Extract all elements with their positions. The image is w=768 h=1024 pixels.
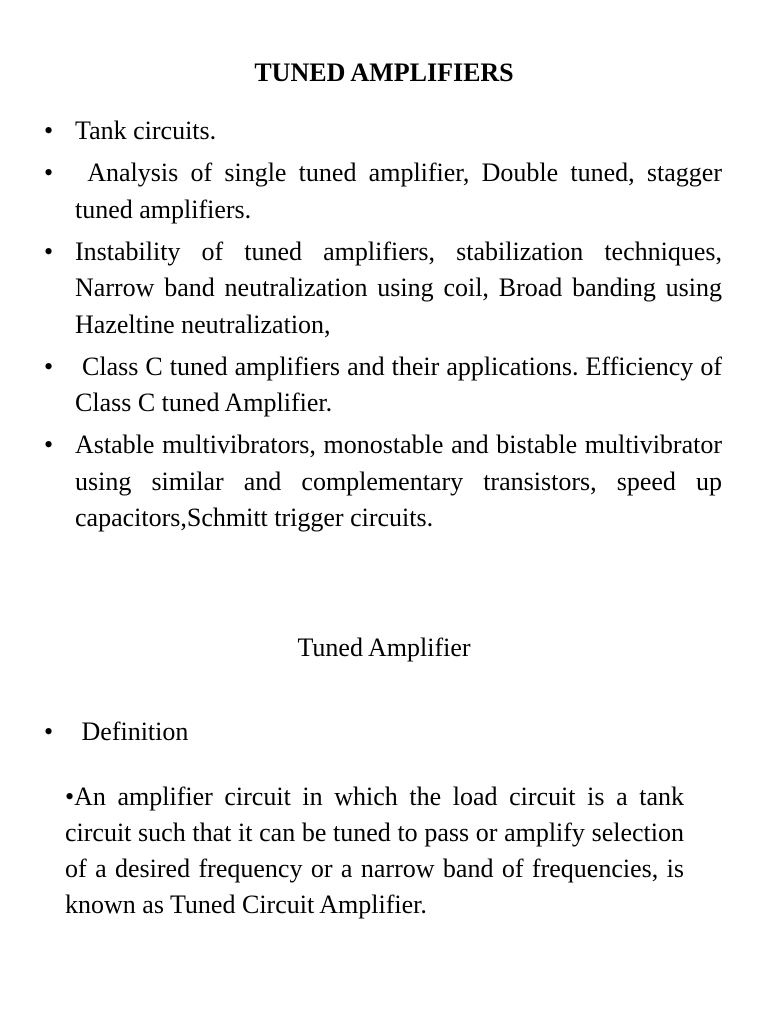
- topic-item: [44, 234, 722, 344]
- bullet-icon: •: [44, 430, 54, 459]
- topic-list: [44, 113, 729, 542]
- definition-label: Definition: [75, 717, 189, 746]
- bullet-icon: •: [44, 116, 54, 145]
- topic-text: Tank circuits.: [75, 116, 217, 145]
- section-title: Tuned Amplifier: [297, 633, 471, 662]
- bullet-icon: •: [44, 158, 54, 187]
- topic-item: [44, 349, 729, 422]
- bullet-icon: •: [44, 236, 54, 266]
- topic-text: Instability of tuned amplifiers, stabilization techniques, Narrow band neutralization using coil, Broad banding using Hazeltine neutralization,: [75, 236, 722, 339]
- definition-heading: [44, 714, 188, 750]
- topic-text: Astable multivibrators, monostable and bistable multivibrator using similar and complementary transistors, speed up capacitors,Schmitt trigger circuits.: [75, 430, 722, 532]
- topic-text: Analysis of single tuned amplifier, Double tuned, stagger tuned amplifiers.: [75, 158, 729, 224]
- bullet-icon: •: [44, 351, 54, 381]
- definition-text: •An amplifier circuit in which the load circuit is a tank circuit such that it can be tuned to pass or amplify selection of a desired frequency or a narrow band of frequencies, is known as Tuned Circuit Amplifier.: [65, 782, 684, 919]
- topic-item: [44, 155, 729, 228]
- page-title: TUNED AMPLIFIERS: [254, 58, 514, 87]
- topic-item: [44, 427, 722, 537]
- topic-text: Class C tuned amplifiers and their applications. Efficiency of Class C tuned Amplifier.: [75, 351, 729, 417]
- bullet-icon: •: [44, 717, 54, 746]
- topic-item: [44, 113, 722, 150]
